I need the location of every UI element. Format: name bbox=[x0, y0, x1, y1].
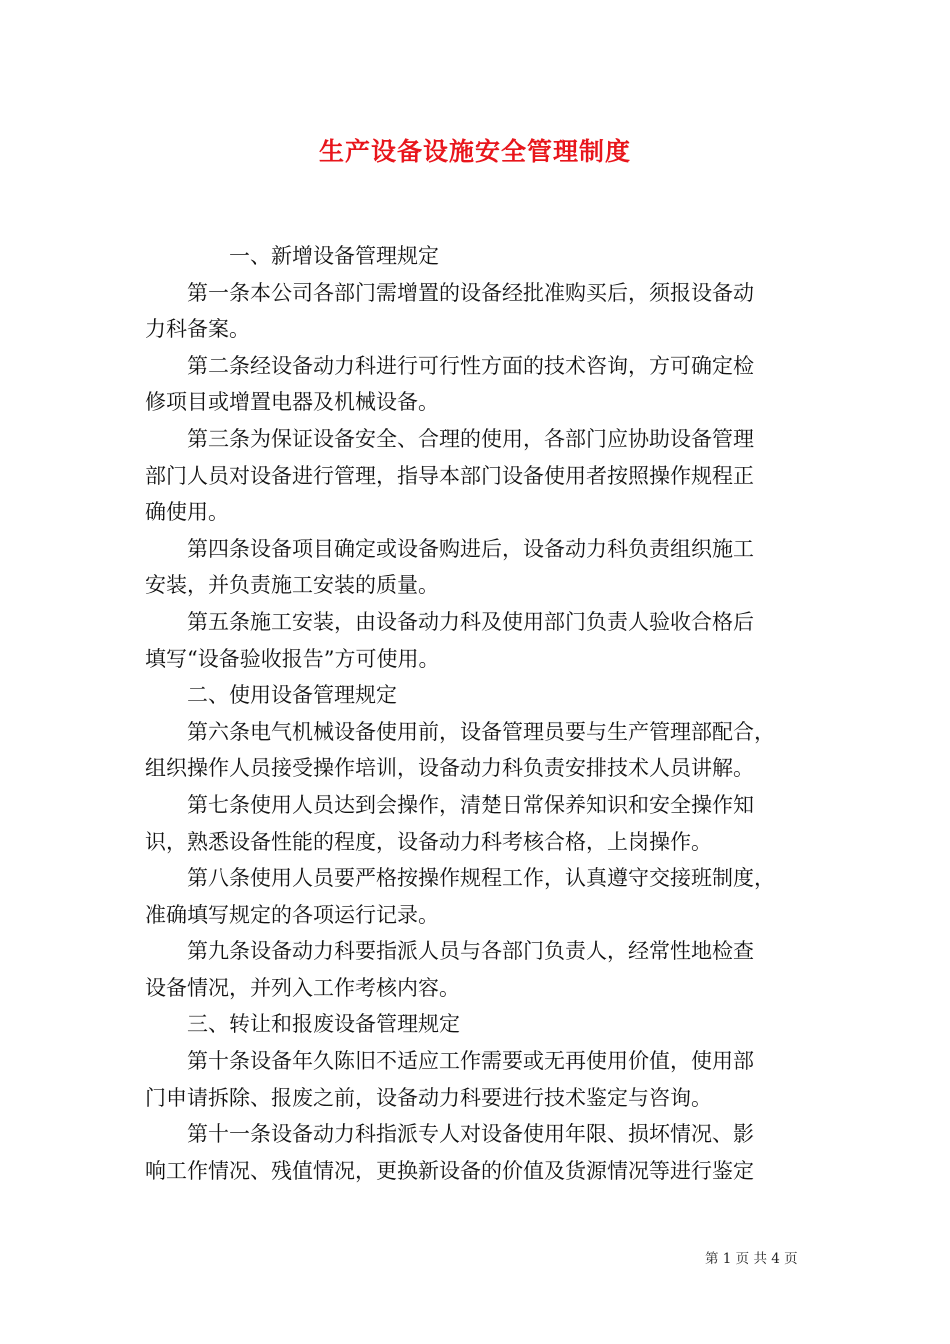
paragraph-line: 识，熟悉设备性能的程度，设备动力科考核合格，上岗操作。 bbox=[145, 829, 712, 854]
paragraph-line: 力科备案。 bbox=[145, 317, 250, 342]
page-number: 第 1 页 共 4 页 bbox=[705, 1251, 798, 1267]
paragraph-line: 响工作情况、残值情况，更换新设备的价值及货源情况等进行鉴定 bbox=[145, 1158, 754, 1183]
paragraph bbox=[145, 714, 810, 787]
paragraph-line: 第八条使用人员要严格按操作规程工作，认真遵守交接班制度， bbox=[187, 866, 775, 891]
paragraph bbox=[145, 275, 810, 348]
paragraph-line: 第九条设备动力科要指派人员与各部门负责人，经常性地检查 bbox=[187, 939, 754, 964]
paragraph bbox=[145, 933, 810, 1006]
paragraph-line: 安装，并负责施工安装的质量。 bbox=[145, 573, 439, 598]
paragraph bbox=[145, 860, 810, 933]
paragraph-line: 修项目或增置电器及机械设备。 bbox=[145, 390, 439, 415]
document-title: 生产设备设施安全管理制度 bbox=[318, 137, 631, 166]
paragraph-line: 三、转让和报废设备管理规定 bbox=[187, 1012, 460, 1037]
paragraph-line: 第一条本公司各部门需增置的设备经批准购买后，须报设备动 bbox=[187, 280, 754, 305]
paragraph-line: 填写“设备验收报告”方可使用。 bbox=[145, 646, 440, 671]
paragraph bbox=[145, 421, 810, 531]
paragraph-line: 第七条使用人员达到会操作，清楚日常保养知识和安全操作知 bbox=[187, 792, 754, 817]
paragraph bbox=[145, 348, 810, 421]
paragraph bbox=[145, 677, 810, 714]
paragraph bbox=[145, 787, 810, 860]
paragraph-line: 一、新增设备管理规定 bbox=[229, 244, 439, 268]
paragraph-line: 第四条设备项目确定或设备购进后，设备动力科负责组织施工 bbox=[187, 536, 754, 561]
paragraph-line: 第十一条设备动力科指派专人对设备使用年限、损坏情况、影 bbox=[187, 1122, 754, 1147]
paragraph-line: 准确填写规定的各项运行记录。 bbox=[145, 902, 439, 927]
paragraph bbox=[145, 1043, 810, 1116]
paragraph-line: 门申请拆除、报废之前，设备动力科要进行技术鉴定与咨询。 bbox=[145, 1085, 712, 1110]
paragraph-line: 设备情况，并列入工作考核内容。 bbox=[145, 975, 460, 1000]
paragraph-line: 二、使用设备管理规定 bbox=[187, 683, 397, 708]
paragraph-line: 第五条施工安装，由设备动力科及使用部门负责人验收合格后 bbox=[187, 609, 754, 634]
paragraph-line: 组织操作人员接受操作培训，设备动力科负责安排技术人员讲解。 bbox=[145, 756, 754, 781]
paragraph bbox=[145, 531, 810, 604]
paragraph-line: 确使用。 bbox=[145, 500, 229, 525]
paragraph-line: 第六条电气机械设备使用前，设备管理员要与生产管理部配合， bbox=[187, 719, 775, 744]
paragraph bbox=[145, 1006, 810, 1043]
paragraph-line: 部门人员对设备进行管理，指导本部门设备使用者按照操作规程正 bbox=[145, 463, 754, 488]
paragraph bbox=[145, 1116, 810, 1189]
paragraph-line: 第十条设备年久陈旧不适应工作需要或无再使用价值，使用部 bbox=[187, 1049, 754, 1074]
paragraph-line: 第三条为保证设备安全、合理的使用，各部门应协助设备管理 bbox=[187, 426, 754, 451]
paragraph-line: 第二条经设备动力科进行可行性方面的技术咨询，方可确定检 bbox=[187, 353, 754, 378]
document-body bbox=[145, 238, 810, 1189]
paragraph bbox=[145, 604, 810, 677]
paragraph bbox=[145, 238, 810, 275]
